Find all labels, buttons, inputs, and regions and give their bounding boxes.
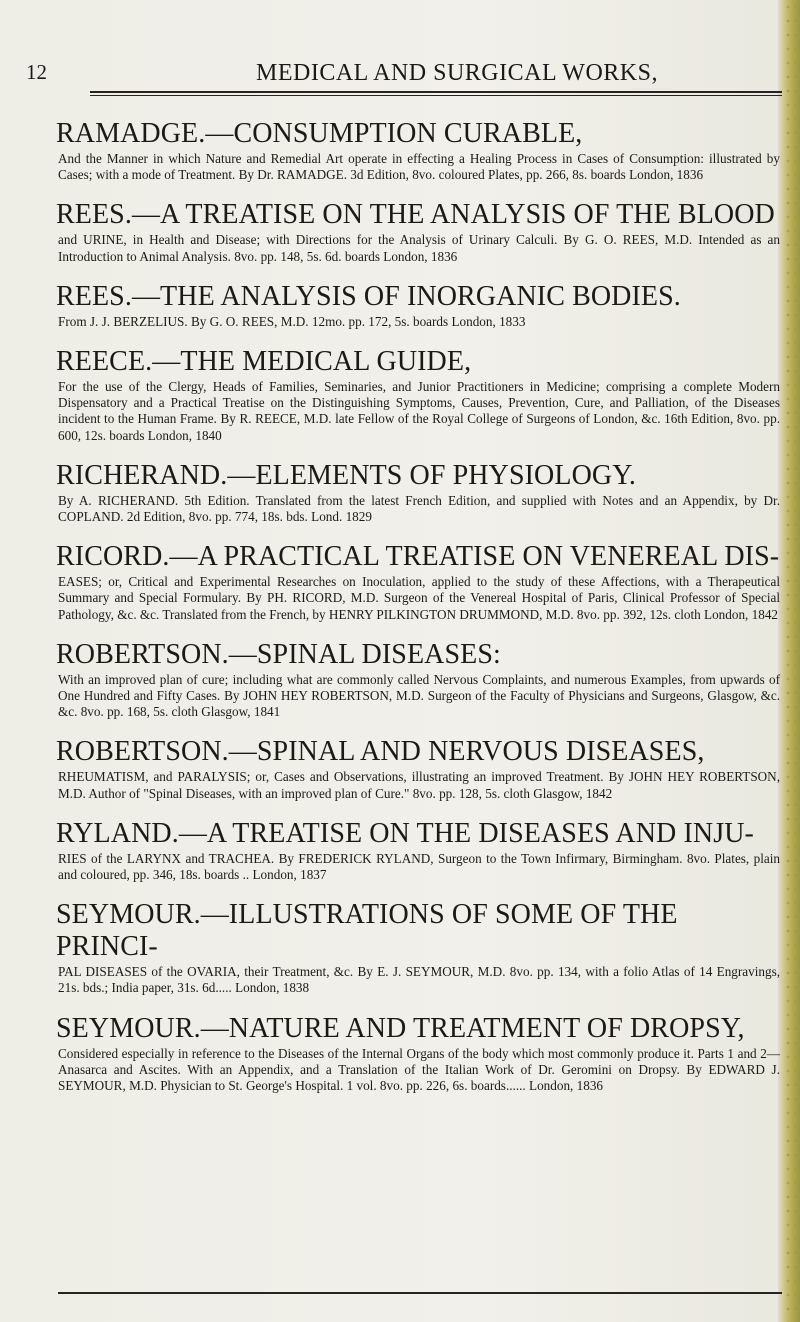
running-title: MEDICAL AND SURGICAL WORKS, — [256, 60, 658, 86]
entry-imprint: Lond. 1829 — [311, 509, 372, 525]
header-rule-thin — [90, 95, 782, 96]
page-number: 12 — [26, 60, 47, 84]
catalogue-entry — [58, 736, 780, 801]
spine-texture — [784, 0, 796, 1322]
catalogue-entry — [58, 818, 780, 883]
entry-title: REECE.—THE MEDICAL GUIDE, — [56, 346, 472, 378]
entry-description: RHEUMATISM, and PARALYSIS; or, Cases and Observations, illustrating an improved Treatment. By JOHN HEY ROBERTSON, M.D. Author of "Spinal Diseases, with an improved plan of Cure." 8vo. pp. 128, 5s. cloth — [58, 769, 780, 801]
entry-title: RICORD.—A PRACTICAL TREATISE ON VENEREAL DIS- — [56, 541, 780, 573]
entry-imprint: London, 1838 — [235, 980, 310, 996]
entry-body — [58, 232, 780, 264]
catalogue-entry — [58, 281, 780, 330]
catalogue-entry — [58, 118, 780, 183]
entry-title: ROBERTSON.—SPINAL AND NERVOUS DISEASES, — [56, 736, 705, 768]
entry-description: RIES of the LARYNX and TRACHEA. By FREDERICK RYLAND, Surgeon to the Town Infirmary, Birmingham. 8vo. Plates, plain and coloured, pp. 346, 18s. boards .. — [58, 850, 780, 883]
entry-body — [58, 851, 780, 883]
catalogue-entry — [58, 639, 780, 721]
entry-imprint: London, 1837 — [252, 867, 327, 883]
entry-body — [58, 1046, 780, 1095]
entry-imprint: London, 1840 — [147, 427, 222, 443]
entry-title: RAMADGE.—CONSUMPTION CURABLE, — [56, 118, 583, 149]
entry-imprint: London, 1836 — [629, 167, 704, 183]
entry-body — [58, 493, 780, 525]
entry-description: For the use of the Clergy, Heads of Families, Seminaries, and Junior Practitioners in Medicine; comprising a complete Modern Dispensatory and a Practical Treatise on the Distinguishing Symptoms, Causes, Prevention, Cure, and Palliation, of the Diseases incident to the Human Frame. By R. REECE, M.D. late Fellow of the Royal College of Surgeons of London, &c. 16th Edition, 8vo. pp. 600, 12s. boards — [58, 379, 780, 443]
catalogue-entry — [58, 899, 780, 996]
entry-title: RYLAND.—A TREATISE ON THE DISEASES AND INJU- — [56, 817, 754, 849]
entry-body — [58, 314, 780, 330]
bottom-rule — [58, 1292, 782, 1294]
entry-imprint: London, 1836 — [383, 248, 458, 264]
entry-imprint: Glasgow, 1841 — [201, 704, 281, 720]
page-header — [0, 56, 800, 96]
catalogue-entry — [58, 1013, 780, 1095]
catalogue-entry — [58, 199, 780, 264]
entry-title: SEYMOUR.—NATURE AND TREATMENT OF DROPSY, — [56, 1012, 745, 1044]
catalogue-entry — [58, 541, 780, 623]
entry-description: PAL DISEASES of the OVARIA, their Treatment, &c. By E. J. SEYMOUR, M.D. 8vo. pp. 134, with a folio Atlas of 14 Engravings, 21s. bds.; India paper, 31s. 6d..... — [58, 964, 780, 996]
entry-description: and URINE, in Health and Disease; with Directions for the Analysis of Urinary Calculi. By G. O. REES, M.D. Intended as an Introduction to Animal Analysis. 8vo. pp. 148, 5s. 6d. boards — [58, 232, 780, 264]
entry-body — [58, 379, 780, 444]
entry-body — [58, 672, 780, 721]
entry-description: And the Manner in which Nature and Remedial Art operate in effecting a Healing Process in Cases of Consumption: illustrated by Cases; with a mode of Treatment. By Dr. RAMADGE. 3d Edition, 8vo. coloured Plates, pp. 266, 8s. boards — [58, 151, 780, 183]
entry-body — [58, 964, 780, 996]
entry-imprint: London, 1836 — [529, 1078, 604, 1094]
entry-body — [58, 769, 780, 801]
entry-title: RICHERAND.—ELEMENTS OF PHYSIOLOGY. — [56, 459, 637, 491]
entry-description: EASES; or, Critical and Experimental Researches on Inoculation, applied to the study of these Affections, with a Therapeutical Summary and Special Formulary. By PH. RICORD, M.D. Surgeon of the Venereal Hospital of Paris, Clinical Professor of Special Pathology, &c. &c. Translated from the French, by HENRY PILKINGTON DRUMMOND, M.D. 8vo. pp. 392, 12s. cloth — [58, 574, 780, 622]
entry-description: By A. RICHERAND. 5th Edition. Translated from the latest French Edition, and supplied with Notes and an Appendix, by Dr. COPLAND. 2d Edition, 8vo. pp. 774, 18s. bds. — [58, 492, 780, 525]
entry-imprint: London, 1833 — [451, 313, 526, 329]
entry-description: From J. J. BERZELIUS. By G. O. REES, M.D. 12mo. pp. 172, 5s. boards — [58, 313, 449, 329]
entry-title: REES.—A TREATISE ON THE ANALYSIS OF THE BLOOD — [56, 199, 775, 231]
entry-title: SEYMOUR.—ILLUSTRATIONS OF SOME OF THE PRINCI- — [56, 899, 678, 963]
catalogue-entry — [58, 460, 780, 525]
catalogue-entry — [58, 346, 780, 444]
entry-title: REES.—THE ANALYSIS OF INORGANIC BODIES. — [56, 280, 681, 312]
entry-body — [58, 574, 780, 623]
entry-title: ROBERTSON.—SPINAL DISEASES: — [56, 638, 501, 670]
catalogue-entries — [58, 118, 780, 1110]
entry-description: Considered especially in reference to the Diseases of the Internal Organs of the body which most commonly produce it. Parts 1 and 2—Anasarca and Ascites. With an Appendix, and a Translation of the Italian Work of Dr. Geromini on Dropsy. By EDWARD J. SEYMOUR, M.D. Physician to St. George's Hospital. 1 vol. 8vo. pp. 226, 6s. boards...... — [58, 1045, 780, 1094]
header-rule — [90, 91, 782, 93]
entry-imprint: Glasgow, 1842 — [533, 785, 613, 801]
entry-description: With an improved plan of cure; including what are commonly called Nervous Complaints, and numerous Examples, from upwards of One Hundred and Fifty Cases. By JOHN HEY ROBERTSON, M.D. Surgeon of the Faculty of Physicians and Surgeons, Glasgow, &c. &c. 8vo. pp. 168, 5s. cloth — [58, 671, 780, 720]
entry-body — [58, 151, 780, 183]
entry-imprint: London, 1842 — [704, 606, 779, 622]
